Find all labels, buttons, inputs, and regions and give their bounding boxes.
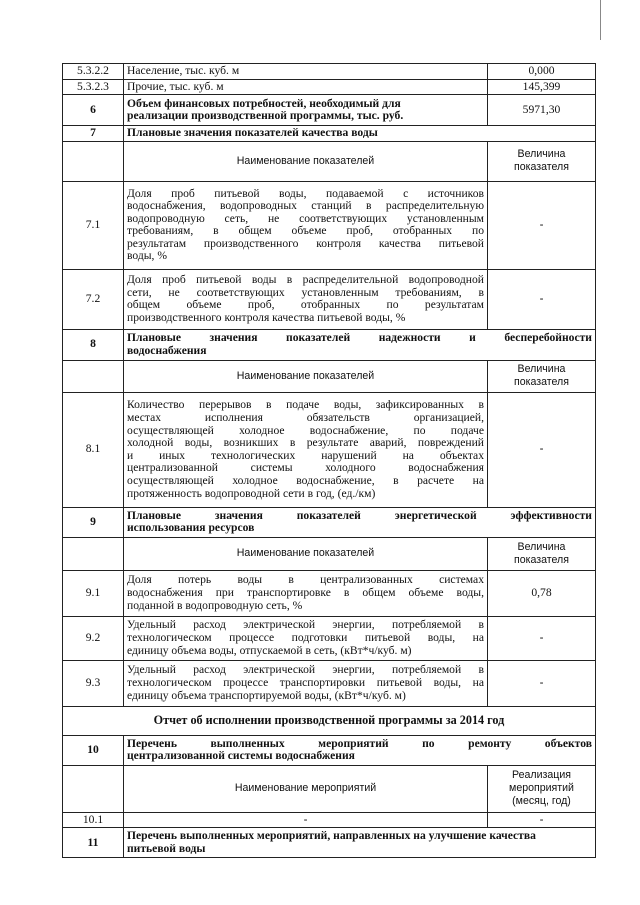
label-line: производственного контроля качества питьевой воды, % xyxy=(127,310,406,324)
header-line: Реализация xyxy=(512,769,571,782)
table-row xyxy=(63,95,596,126)
section-title xyxy=(124,735,596,765)
label-line: протяженность водопроводной сети в год, (ед./км) xyxy=(127,486,376,500)
table-row xyxy=(63,660,596,706)
row-value: 0,78 xyxy=(488,570,596,616)
label-line: результатам производственного контроля качества питьевой xyxy=(127,236,484,250)
title-line: водоснабжения xyxy=(127,343,207,357)
row-number: 9.3 xyxy=(63,660,124,706)
production-program-table xyxy=(62,63,596,858)
section-header-row xyxy=(63,828,596,858)
header-line: показателя xyxy=(514,161,569,174)
label-line: местах исполнения обязательств организацией, xyxy=(127,411,484,424)
table-row xyxy=(63,181,596,269)
row-number: 8.1 xyxy=(63,392,124,507)
header-line: Величина xyxy=(517,148,566,161)
section-number: 10 xyxy=(63,735,124,765)
label-line: осуществляющей холодное водоснабжение, в расчете на xyxy=(127,473,484,487)
row-label: Прочие, тыс. куб. м xyxy=(124,79,488,95)
label-line: водопроводную сеть, не соответствующих установленным xyxy=(127,211,484,225)
row-label xyxy=(124,269,488,329)
table-row xyxy=(63,392,596,507)
header-line: Величина xyxy=(517,363,566,376)
title-line: использования ресурсов xyxy=(127,521,255,535)
label-line: и иных технологических нарушений на объектах xyxy=(127,448,484,462)
title-line: Перечень выполненных мероприятий, направленных на улучшение качества xyxy=(127,829,536,843)
column-header-row xyxy=(63,537,596,570)
row-value: - xyxy=(488,181,596,269)
section-number: 11 xyxy=(63,828,124,858)
empty-cell xyxy=(63,141,124,181)
table-row xyxy=(63,812,596,828)
section-title xyxy=(124,507,596,537)
title-line: централизованной системы водоснабжения xyxy=(127,749,355,763)
indicator-value-header xyxy=(488,360,596,392)
indicator-value-header xyxy=(488,141,596,181)
row-value: 145,399 xyxy=(488,79,596,95)
row-label: - xyxy=(124,812,488,828)
label-line: Удельный расход электрической энергии, потребляемой в xyxy=(127,663,484,677)
row-value: 0,000 xyxy=(488,64,596,80)
column-header-row xyxy=(63,765,596,812)
column-header-row xyxy=(63,360,596,392)
row-value: 5971,30 xyxy=(488,95,596,126)
header-line: показателя xyxy=(514,553,569,566)
row-value: - xyxy=(488,269,596,329)
label-line: единицу объема транспортируемой воды, (кВт*ч/куб. м) xyxy=(127,688,406,702)
label-line: осуществляющей холодное водоснабжение, по подаче xyxy=(127,423,484,437)
table-row xyxy=(63,79,596,95)
section-number: 9 xyxy=(63,507,124,537)
indicator-name-header: Наименование показателей xyxy=(124,141,488,181)
label-line: централизованной системы холодного водоснабжения xyxy=(127,461,484,475)
indicator-value-header xyxy=(488,537,596,570)
row-number: 5.3.2.2 xyxy=(63,64,124,80)
label-line: поданной в водопроводную сеть, % xyxy=(127,598,303,612)
row-value: - xyxy=(488,616,596,660)
section-header-row xyxy=(63,507,596,537)
row-label xyxy=(124,181,488,269)
section-header-row xyxy=(63,735,596,765)
label-line: Объем финансовых потребностей, необходимый для xyxy=(127,96,401,110)
table-row xyxy=(63,616,596,660)
row-value: - xyxy=(488,660,596,706)
indicator-name-header: Наименование показателей xyxy=(124,360,488,392)
empty-cell xyxy=(63,360,124,392)
label-line: холодной воды, возникших в результате аварий, повреждений xyxy=(127,436,484,450)
title-line: Перечень выполненных мероприятий по ремонту объектов xyxy=(127,736,592,750)
section-header-row xyxy=(63,329,596,360)
row-label: Население, тыс. куб. м xyxy=(124,64,488,80)
title-line: Плановые значения показателей надежности и бесперебойности xyxy=(127,331,592,345)
label-line: Доля проб питьевой воды, подаваемой с источников xyxy=(127,186,484,200)
header-line: мероприятий xyxy=(509,782,574,795)
header-line: Величина xyxy=(517,540,566,553)
row-number: 7.2 xyxy=(63,269,124,329)
section-title: Плановые значения показателей качества воды xyxy=(124,126,596,142)
label-line: водоснабжения, водопроводных станций в распределительную xyxy=(127,199,484,213)
label-line: сети, не соответствующих установленным требованиям, в xyxy=(127,285,484,299)
activity-date-header xyxy=(488,765,596,812)
label-line: Количество перерывов в подаче воды, зафиксированных в xyxy=(127,398,484,412)
label-line: воды, % xyxy=(127,249,168,263)
label-line: технологическом процессе подготовки питьевой воды, на xyxy=(127,630,484,644)
row-label xyxy=(124,616,488,660)
label-line: Доля потерь воды в централизованных системах xyxy=(127,573,484,587)
label-line: Удельный расход электрической энергии, потребляемой в xyxy=(127,618,484,632)
section-header-row xyxy=(63,126,596,142)
row-number: 9.1 xyxy=(63,570,124,616)
label-line: требованиям, в общем объеме проб, отобранных по xyxy=(127,224,484,238)
row-label xyxy=(124,660,488,706)
section-number: 7 xyxy=(63,126,124,142)
row-number: 9.2 xyxy=(63,616,124,660)
table-row xyxy=(63,269,596,329)
report-title: Отчет об исполнении производственной программы за 2014 год xyxy=(63,706,596,735)
row-number: 10.1 xyxy=(63,812,124,828)
section-title xyxy=(124,828,596,858)
label-line: технологическом процессе транспортировки питьевой воды, на xyxy=(127,675,484,689)
section-title xyxy=(124,329,596,360)
label-line: общем объеме проб, отобранных по результатам xyxy=(127,298,484,312)
title-line: питьевой воды xyxy=(127,841,206,855)
row-value: - xyxy=(488,392,596,507)
label-line: Доля проб питьевой воды в распределительной водопроводной xyxy=(127,273,484,287)
row-number: 6 xyxy=(63,95,124,126)
row-value: - xyxy=(488,812,596,828)
report-title-row xyxy=(63,706,596,735)
row-number: 7.1 xyxy=(63,181,124,269)
row-label xyxy=(124,570,488,616)
row-label xyxy=(124,95,488,126)
empty-cell xyxy=(63,765,124,812)
label-line: водоснабжения при транспортировке в общем объеме воды, xyxy=(127,585,484,599)
indicator-name-header: Наименование показателей xyxy=(124,537,488,570)
header-line: (месяц, год) xyxy=(512,795,571,808)
activity-name-header: Наименование мероприятий xyxy=(124,765,488,812)
page-edge-line xyxy=(600,0,601,40)
label-line: реализации производственной программы, тыс. руб. xyxy=(127,109,404,123)
header-line: показателя xyxy=(514,376,569,389)
row-label xyxy=(124,392,488,507)
label-line: единицу объема воды, отпускаемой в сеть, (кВт*ч/куб. м) xyxy=(127,643,412,657)
table-row xyxy=(63,64,596,80)
table-row xyxy=(63,570,596,616)
empty-cell xyxy=(63,537,124,570)
section-number: 8 xyxy=(63,329,124,360)
column-header-row xyxy=(63,141,596,181)
title-line: Плановые значения показателей энергетической эффективности xyxy=(127,508,592,522)
row-number: 5.3.2.3 xyxy=(63,79,124,95)
